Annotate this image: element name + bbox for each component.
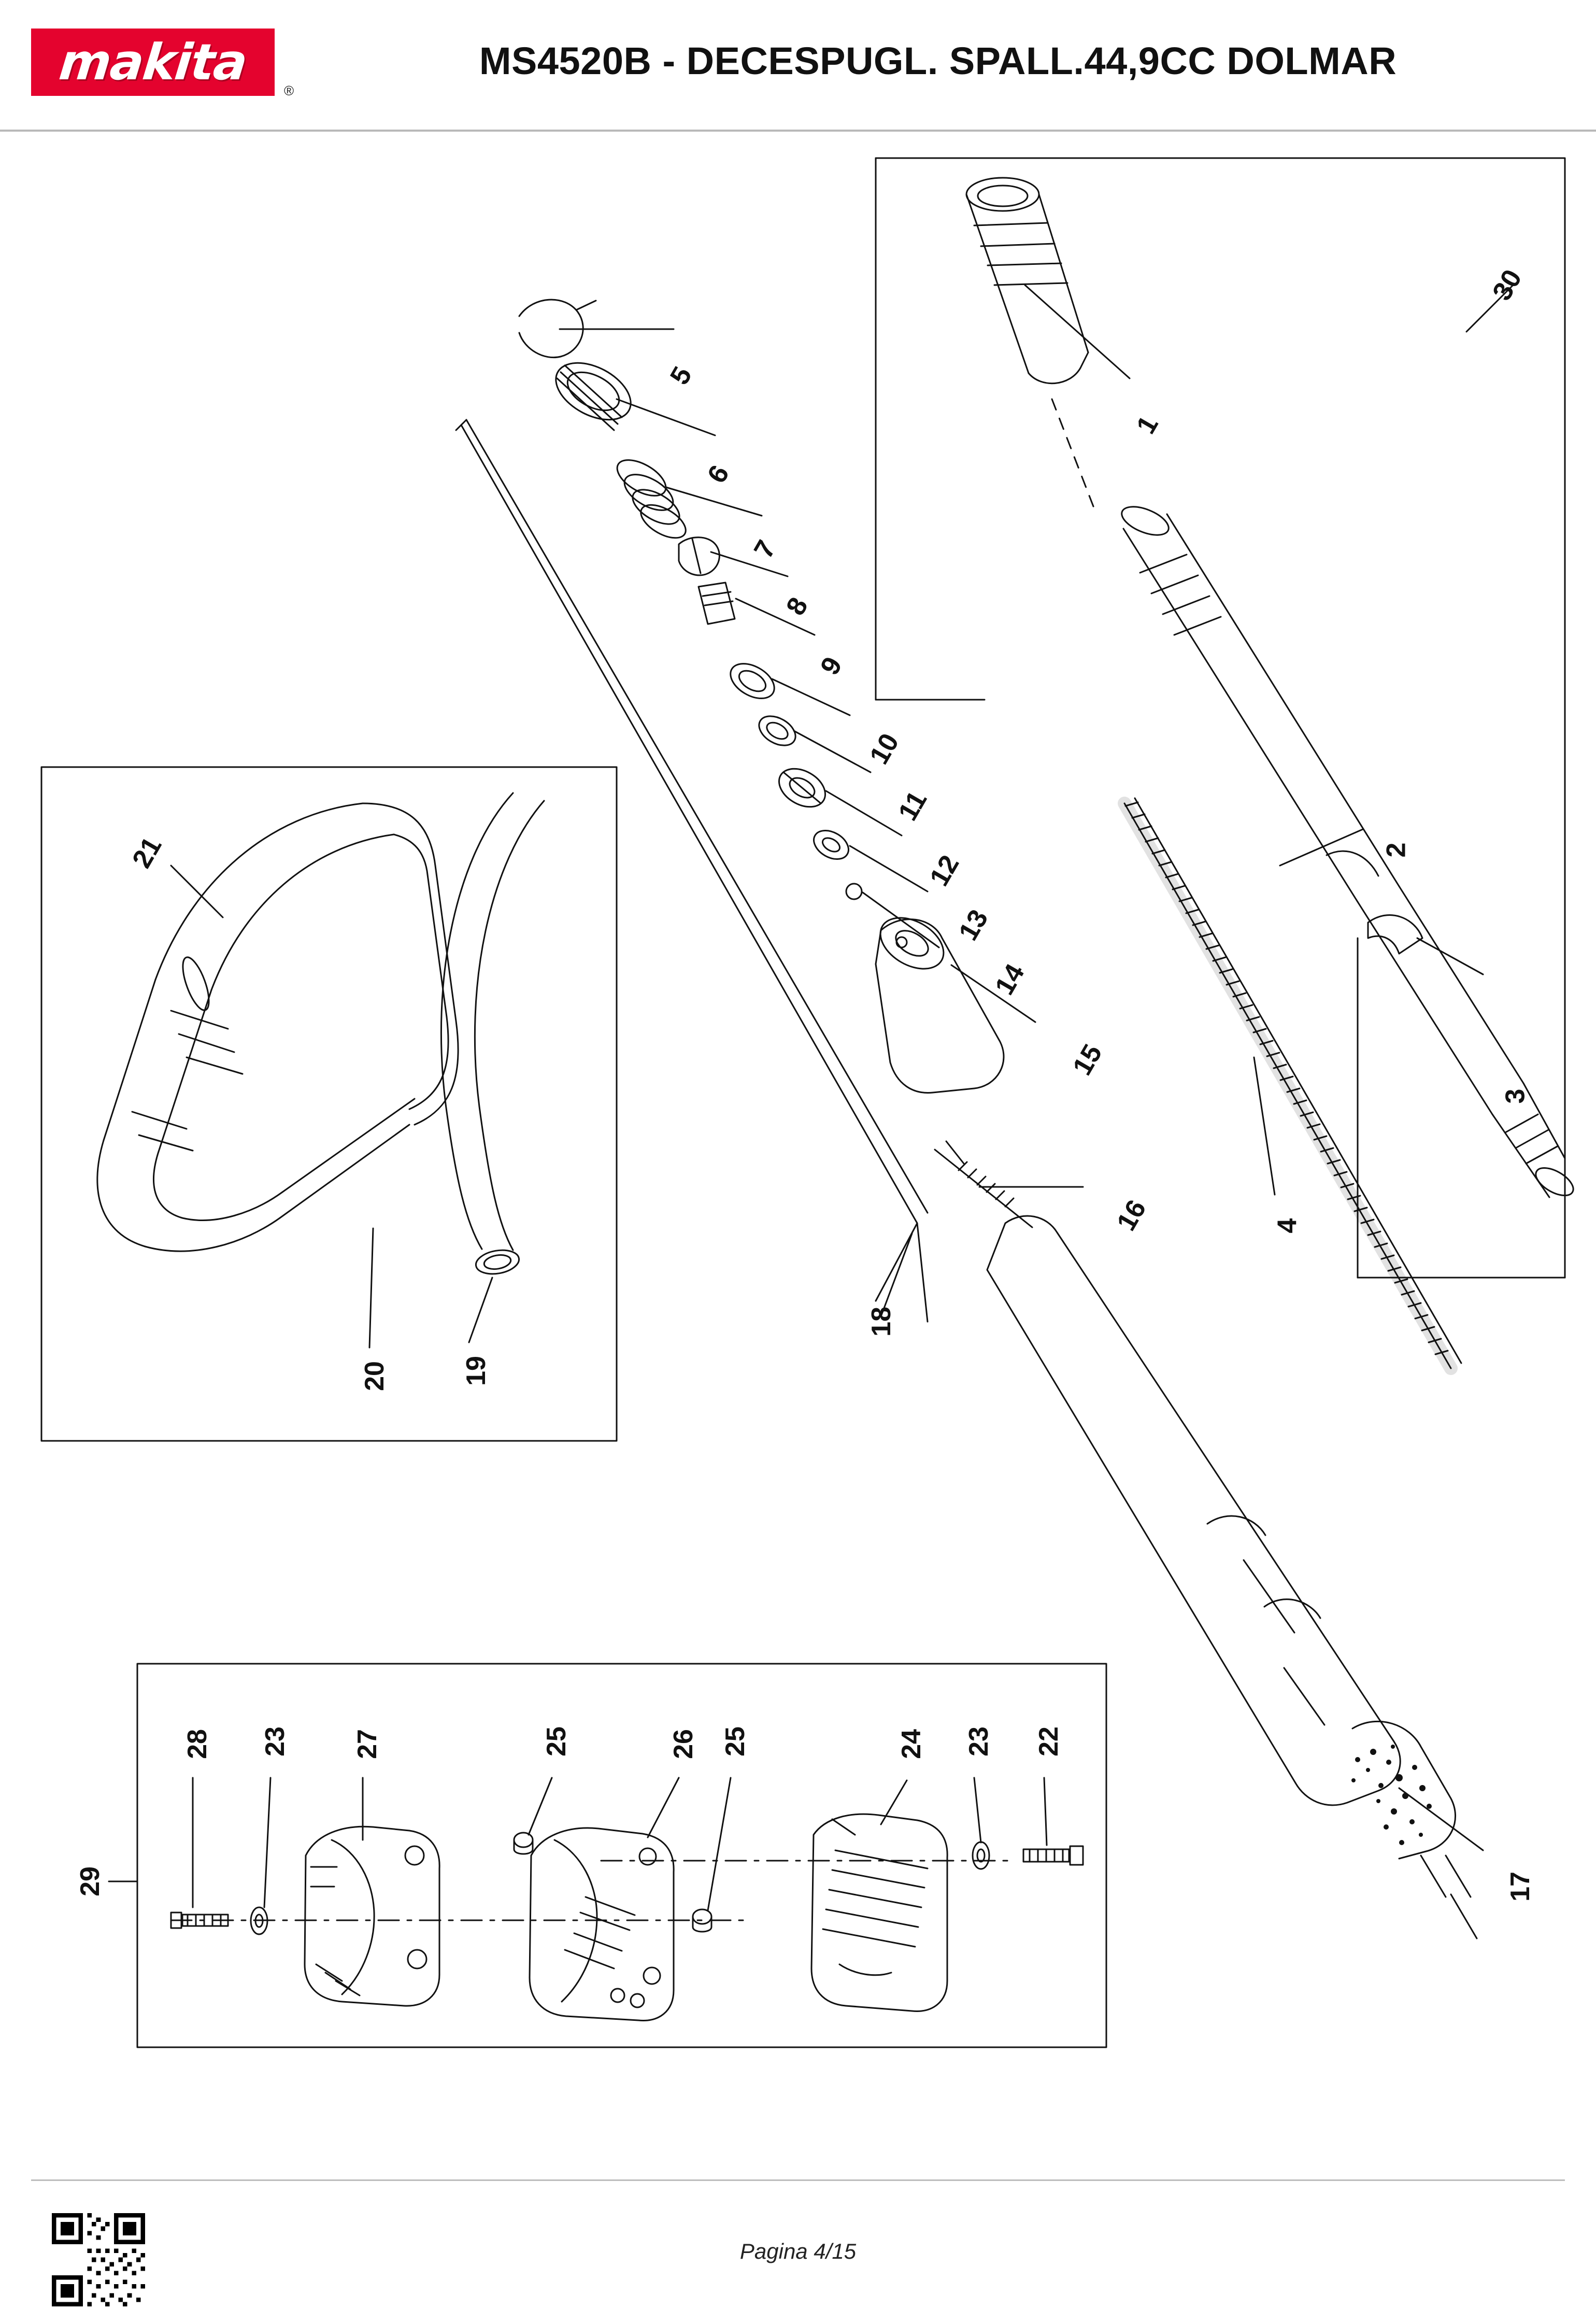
callout-27: 27 (352, 1729, 382, 1759)
page-title: MS4520B - DECESPUGL. SPALL.44,9CC DOLMAR (479, 39, 1397, 82)
callout-20: 20 (359, 1361, 390, 1391)
callout-6: 6 (702, 460, 735, 489)
part-3 (1368, 915, 1422, 954)
part-24 (811, 1814, 947, 2011)
registered-trademark-symbol: ® (284, 83, 294, 98)
diagram-canvas (0, 130, 1596, 2177)
callout-22: 22 (1033, 1726, 1064, 1756)
callout-3: 3 (1500, 1088, 1531, 1104)
callout-11: 11 (892, 786, 933, 826)
exploded-parts-diagram (0, 130, 1596, 2177)
group-18-frame (466, 420, 912, 1316)
group-21-frame (41, 767, 617, 1441)
callout-4: 4 (1272, 1218, 1303, 1234)
part-27 (305, 1826, 439, 2006)
callout-leaders (560, 285, 1483, 1850)
callout-13: 13 (953, 904, 994, 946)
part-2 (1118, 501, 1523, 1114)
part-20 (441, 793, 544, 1277)
group-30-frame (876, 158, 1565, 1280)
part-25-left (514, 1833, 533, 1854)
callout-23-left: 23 (260, 1726, 290, 1756)
makita-logo-text: makita (56, 33, 249, 91)
footer-divider (31, 2179, 1565, 2181)
part-17 (987, 1216, 1477, 1938)
callout-21: 21 (126, 832, 168, 873)
callout-18: 18 (866, 1307, 896, 1337)
callout-14: 14 (989, 959, 1031, 1000)
callout-10: 10 (864, 728, 905, 770)
callout-25-right: 25 (720, 1726, 750, 1756)
part-1 (966, 178, 1088, 384)
callout-12: 12 (924, 850, 965, 891)
callout-24: 24 (896, 1729, 927, 1759)
callout-23-right: 23 (963, 1726, 994, 1756)
callout-7: 7 (748, 535, 782, 564)
part-18-main-shaft (456, 420, 928, 1322)
callout-28: 28 (182, 1729, 212, 1759)
makita-logo (31, 29, 275, 96)
part-23-right (973, 1842, 989, 1869)
part-26 (530, 1828, 674, 2021)
parts-5-to-17 (519, 300, 1477, 1938)
callout-2: 2 (1381, 842, 1412, 858)
callout-8: 8 (780, 592, 814, 621)
part-4 (1124, 798, 1461, 1368)
callout-9: 9 (815, 651, 848, 681)
clamp-callout-leaders (193, 1778, 1047, 1910)
callout-17: 17 (1505, 1872, 1535, 1902)
callout-29: 29 (75, 1866, 105, 1896)
callout-30: 30 (1487, 264, 1528, 306)
callout-25-left: 25 (541, 1726, 572, 1756)
callout-5: 5 (664, 361, 698, 390)
callout-16: 16 (1111, 1195, 1152, 1236)
callout-15: 15 (1067, 1039, 1108, 1081)
page-header (0, 0, 1596, 130)
part-22 (1023, 1846, 1083, 1865)
callout-21-leader (171, 866, 223, 917)
callout-26: 26 (668, 1729, 699, 1759)
callout-1: 1 (1131, 410, 1164, 440)
page-number-label: Pagina 4/15 (739, 2239, 857, 2263)
callout-19: 19 (461, 1356, 491, 1386)
